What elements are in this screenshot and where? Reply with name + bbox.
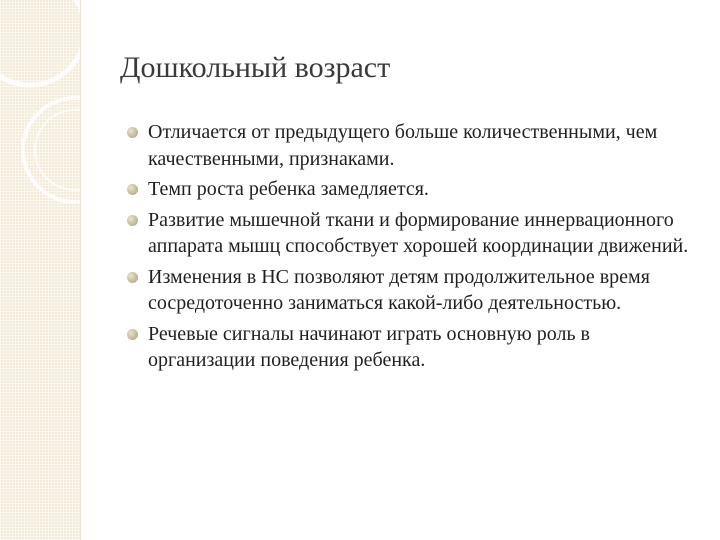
bullet-text: Изменения в НС позволяют детям продолжительное время сосредоточенно заниматься какой-либо деятельностью. — [148, 265, 650, 314]
bullet-text: Развитие мышечной ткани и формирование иннервационного аппарата мышц способствует хорошей координации движений. — [148, 208, 689, 257]
bullet-item — [128, 207, 698, 260]
bullet-dot-icon — [127, 184, 138, 195]
slide-title: Дошкольный возраст — [120, 51, 391, 84]
bullet-dot-icon — [127, 329, 138, 340]
bullet-dot-icon — [127, 272, 138, 283]
bullet-item — [128, 119, 698, 172]
bullet-item — [128, 264, 698, 317]
bullet-text: Речевые сигналы начинают играть основную роль в организации поведения ребенка. — [148, 322, 591, 371]
decorative-circles — [0, 0, 80, 540]
band-divider — [80, 0, 81, 540]
decorative-side-band — [0, 0, 80, 540]
bullet-item — [128, 176, 698, 203]
bullet-list — [128, 119, 698, 378]
bullet-dot-icon — [127, 215, 138, 226]
bullet-text: Темп роста ребенка замедляется. — [148, 178, 429, 200]
bullet-item — [128, 321, 698, 374]
bullet-text: Отличается от предыдущего больше количественными, чем качественными, признаками. — [148, 121, 658, 170]
bullet-dot-icon — [127, 127, 138, 138]
